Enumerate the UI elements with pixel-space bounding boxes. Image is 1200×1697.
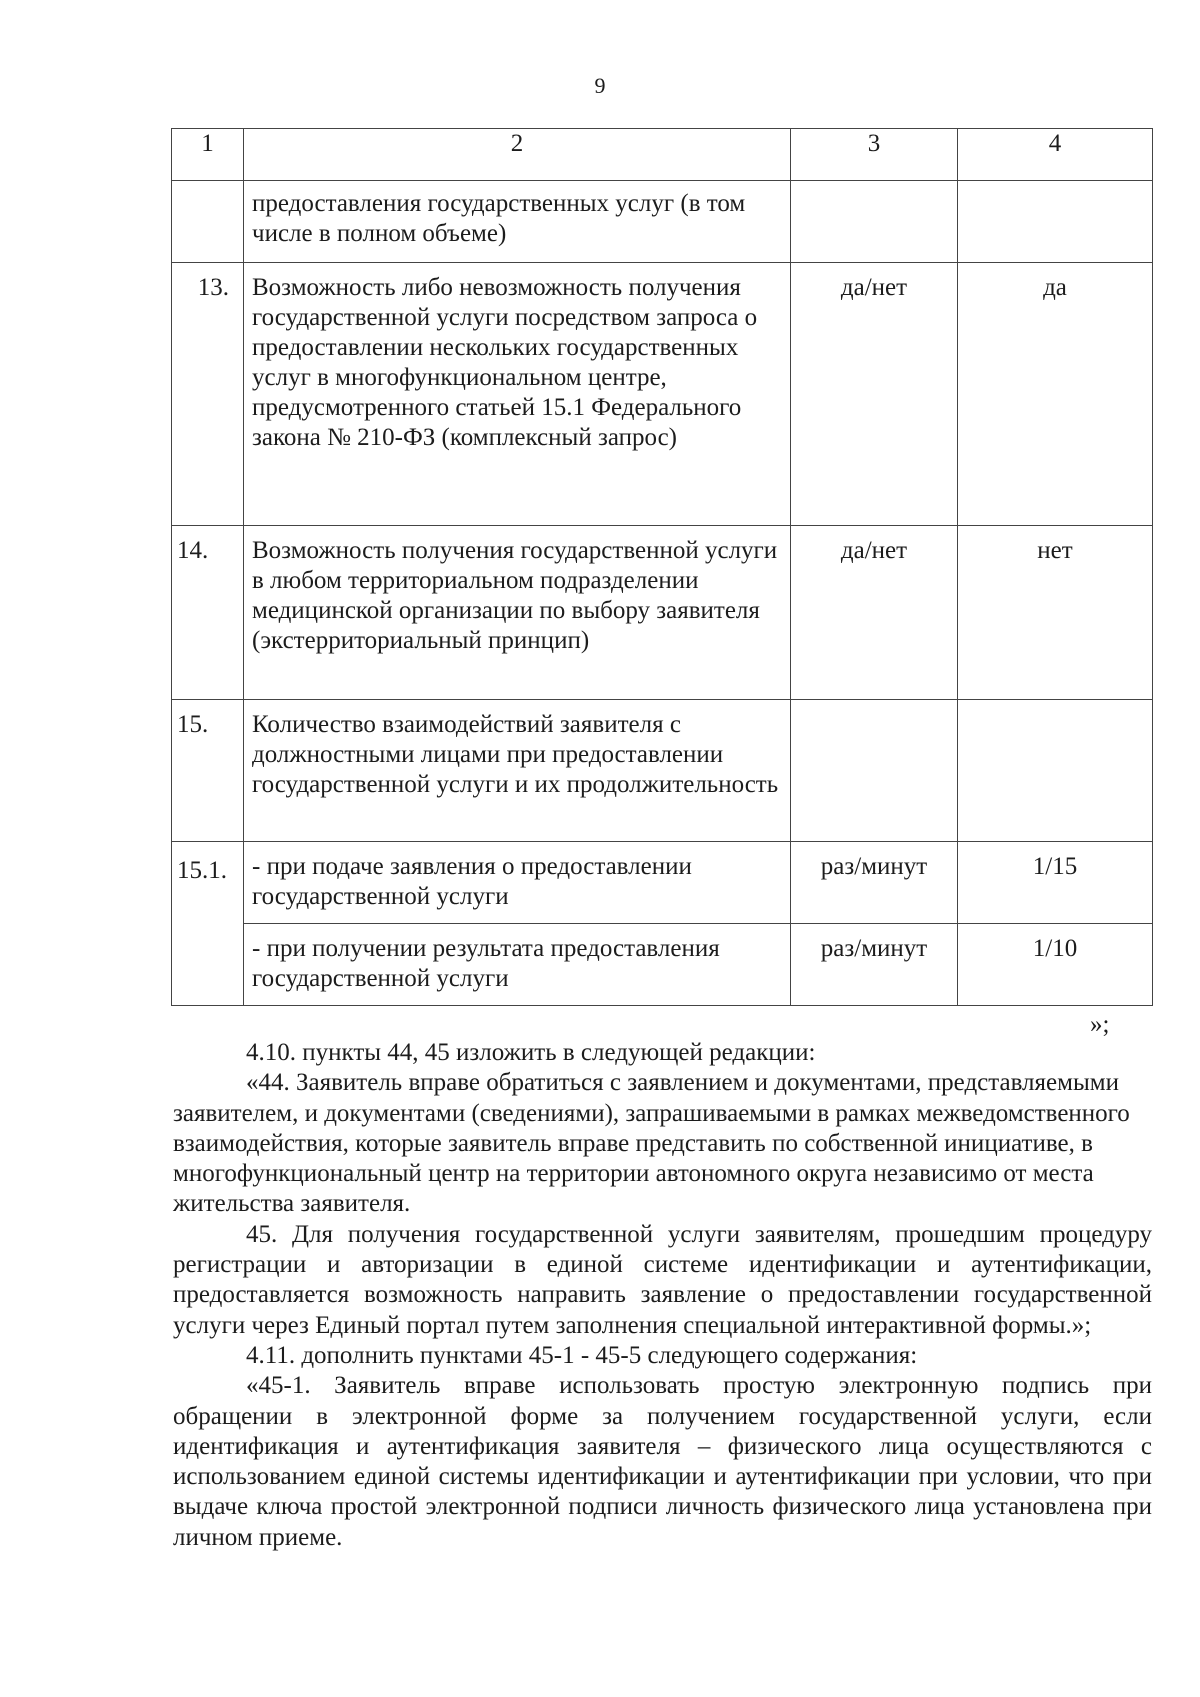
row-number-cell: 14. — [172, 526, 244, 700]
header-cell-2: 2 — [244, 129, 791, 181]
paragraph: 4.11. дополнить пунктами 45-1 - 45-5 следующего содержания: — [246, 1341, 918, 1369]
row-text-cell: Количество взаимодействий заявителя с должностными лицами при предоставлении государственной услуги и их продолжительность — [244, 700, 791, 842]
row-unit-cell: раз/минут — [791, 924, 958, 1006]
paragraph: «44. Заявитель вправе обратиться с заявлением и документами, представляемыми заявителем, и документами (сведениями), запрашиваемыми в рамках межведомственного взаимодействия, которые заявитель вправе представить по собственной инициативе, в многофункциональный центр на территории автономного округа независимо от места жительства заявителя. — [173, 1069, 1130, 1218]
row-unit-cell — [791, 700, 958, 842]
row-number-cell: 15.1. — [172, 842, 244, 1006]
table-header-row — [172, 129, 1153, 181]
page-number: 9 — [594, 73, 606, 98]
table-row — [172, 263, 1153, 526]
row-unit-cell — [791, 181, 958, 263]
closing-quote: »; — [1090, 1011, 1110, 1038]
paragraph: 4.10. пункты 44, 45 изложить в следующей редакции: — [246, 1039, 816, 1066]
header-cell-3: 3 — [791, 129, 958, 181]
paragraph: «45-1. Заявитель вправе использовать простую электронную подпись при обращении в электронной форме за получением государственной услуги, если идентификация и аутентификация заявителя – физического лица осуществляются с использованием единой системы идентификации и аутентификации при условии, что при выдаче ключа простой электронной подписи личность физического лица установлена при личном приеме. — [173, 1372, 1152, 1551]
paragraph: 45. Для получения государственной услуги заявителям, прошедшим процедуру регистрации и авторизации в единой системе идентификации и аутентификации, предоставляется возможность направить заявление о предоставлении государственной услуги через Единый портал путем заполнения специальной интерактивной формы.»; — [173, 1220, 1152, 1339]
row-unit-cell: да/нет — [791, 526, 958, 700]
row-text-cell: Возможность либо невозможность получения государственной услуги посредством запроса о предоставлении нескольких государственных услуг в многофункциональном центре, предусмотренного статьей 15.1 Федерального закона № 210-ФЗ (комплексный запрос) — [244, 263, 791, 526]
row-number-cell — [172, 181, 244, 263]
row-unit-cell: раз/минут — [791, 842, 958, 924]
row-text-cell: - при получении результата предоставления государственной услуги — [244, 924, 791, 1006]
indicator-table — [171, 128, 1153, 1006]
table-row — [172, 181, 1153, 263]
row-value-cell: нет — [958, 526, 1153, 700]
row-number-cell: 13. — [172, 263, 244, 526]
row-text-cell: - при подаче заявления о предоставлении государственной услуги — [244, 842, 791, 924]
row-text-cell: предоставления государственных услуг (в том числе в полном объеме) — [244, 181, 791, 263]
header-cell-4: 4 — [958, 129, 1153, 181]
row-value-cell — [958, 700, 1153, 842]
row-value-cell: 1/10 — [958, 924, 1153, 1006]
table-row — [172, 924, 1153, 1006]
header-cell-1: 1 — [172, 129, 244, 181]
row-number-cell: 15. — [172, 700, 244, 842]
row-value-cell: 1/15 — [958, 842, 1153, 924]
row-value-cell — [958, 181, 1153, 263]
table-row — [172, 842, 1153, 924]
row-unit-cell: да/нет — [791, 263, 958, 526]
row-value-cell: да — [958, 263, 1153, 526]
table-row — [172, 700, 1153, 842]
row-text-cell: Возможность получения государственной услуги в любом территориальном подразделении медицинской организации по выбору заявителя (экстерриториальный принцип) — [244, 526, 791, 700]
document-body — [173, 1038, 1152, 1553]
table-row — [172, 526, 1153, 700]
